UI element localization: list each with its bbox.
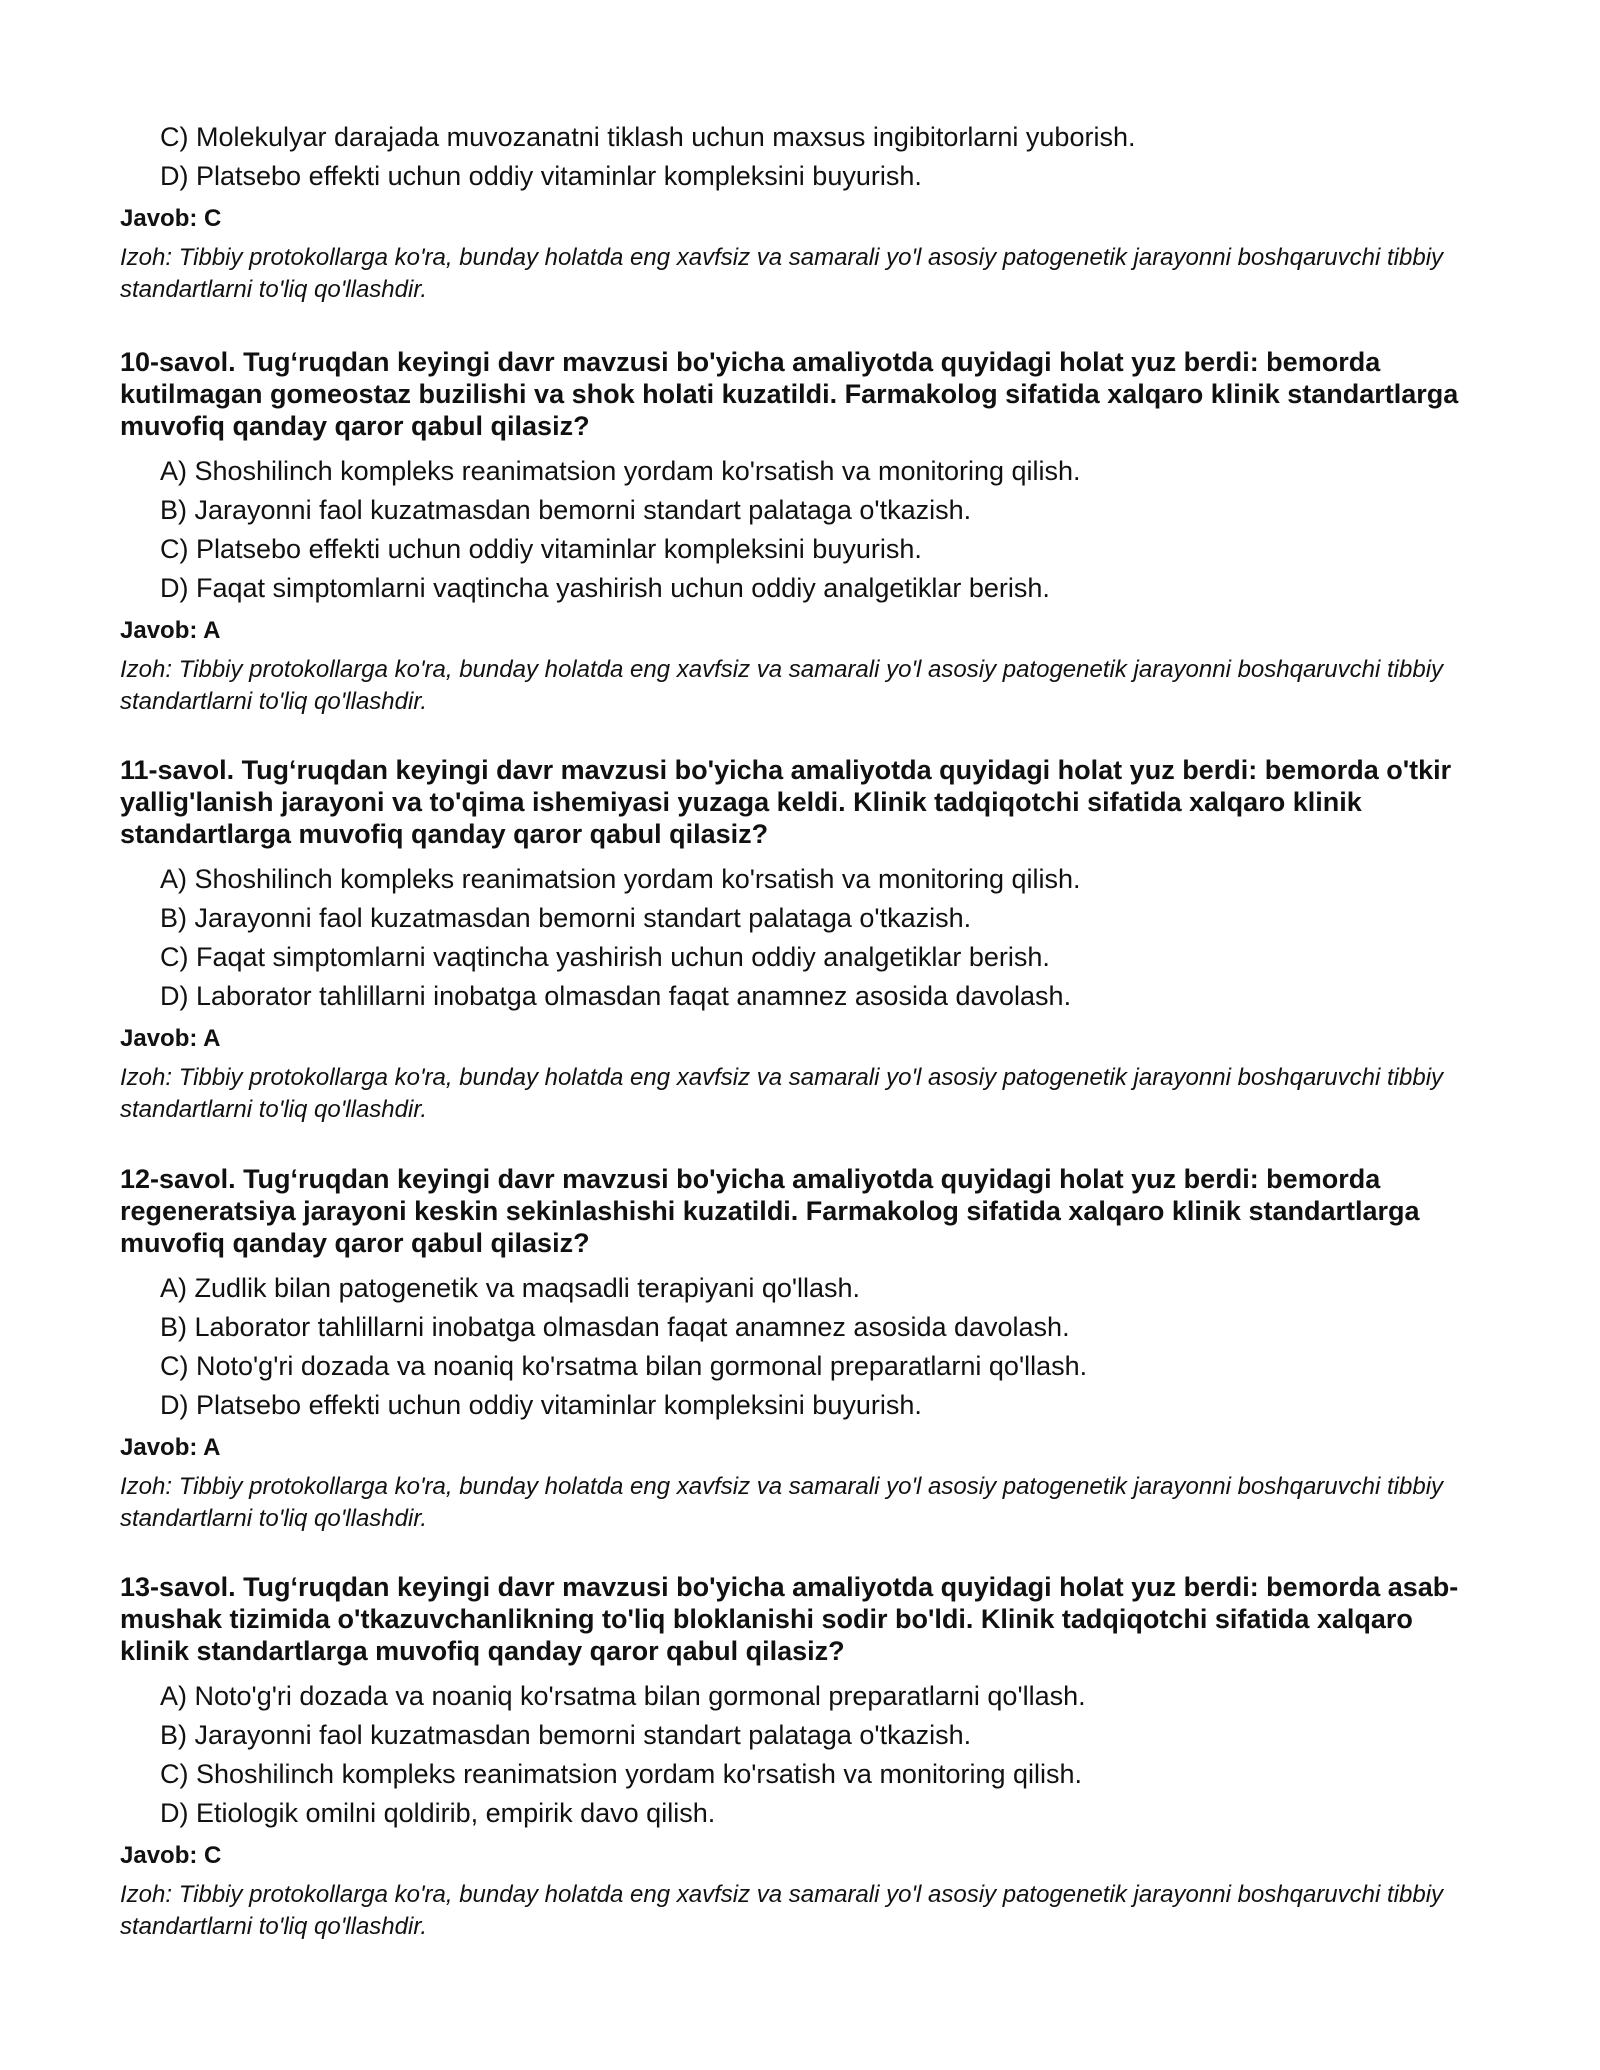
question-12 bbox=[120, 1163, 1480, 1535]
question-title: 13-savol. Tug‘ruqdan keyingi davr mavzusi bo'yicha amaliyotda quyidagi holat yuz berdi: bemorda asab-mushak tizimida o'tkazuvchanlikning to'liq bloklanishi sodir bo'ldi. Klinik tadqiqotchi sifatida xalqaro klinik standartlarga muvofiq qanday qaror qabul qilasiz? bbox=[120, 1572, 1459, 1666]
question-9-continuation bbox=[120, 118, 1480, 306]
option-d: D) Laborator tahlillarni inobatga olmasdan faqat anamnez asosida davolash. bbox=[160, 981, 1072, 1011]
explanation-note: Izoh: Tibbiy protokollarga ko'ra, bunday holatda eng xavfsiz va samarali yo'l asosiy patogenetik jarayonni boshqaruvchi tibbiy standartlarni to'liq qo'llashdir. bbox=[120, 1064, 1444, 1123]
option-c: C) Platsebo effekti uchun oddiy vitaminlar kompleksini buyurish. bbox=[160, 534, 922, 564]
answer-label: Javob: C bbox=[120, 1842, 222, 1869]
option-list bbox=[120, 118, 1480, 196]
option-d: D) Etiologik omilni qoldirib, empirik davo qilish. bbox=[160, 1798, 716, 1828]
explanation-note: Izoh: Tibbiy protokollarga ko'ra, bunday holatda eng xavfsiz va samarali yo'l asosiy patogenetik jarayonni boshqaruvchi tibbiy standartlarni to'liq qo'llashdir. bbox=[120, 656, 1444, 715]
option-b: B) Jarayonni faol kuzatmasdan bemorni standart palataga o'tkazish. bbox=[160, 903, 972, 933]
option-c: C) Shoshilinch kompleks reanimatsion yordam ko'rsatish va monitoring qilish. bbox=[160, 1759, 1083, 1789]
question-13 bbox=[120, 1571, 1480, 1943]
question-11 bbox=[120, 754, 1480, 1126]
option-list bbox=[120, 452, 1480, 608]
explanation-note: Izoh: Tibbiy protokollarga ko'ra, bunday holatda eng xavfsiz va samarali yo'l asosiy patogenetik jarayonni boshqaruvchi tibbiy standartlarni to'liq qo'llashdir. bbox=[120, 1473, 1444, 1532]
option-c: C) Noto'g'ri dozada va noaniq ko'rsatma bilan gormonal preparatlarni qo'llash. bbox=[160, 1351, 1088, 1381]
option-list bbox=[120, 1677, 1480, 1833]
option-a: A) Shoshilinch kompleks reanimatsion yordam ko'rsatish va monitoring qilish. bbox=[160, 456, 1081, 486]
option-a: A) Shoshilinch kompleks reanimatsion yordam ko'rsatish va monitoring qilish. bbox=[160, 864, 1081, 894]
question-title: 11-savol. Tug‘ruqdan keyingi davr mavzusi bo'yicha amaliyotda quyidagi holat yuz berdi: bemorda o'tkir yallig'lanish jarayoni va to'qima ishemiyasi yuzaga keldi. Klinik tadqiqotchi sifatida xalqaro klinik standartlarga muvofiq qanday qaror qabul qilasiz? bbox=[120, 755, 1452, 849]
option-b: B) Laborator tahlillarni inobatga olmasdan faqat anamnez asosida davolash. bbox=[160, 1312, 1070, 1342]
option-c: C) Faqat simptomlarni vaqtincha yashirish uchun oddiy analgetiklar berish. bbox=[160, 942, 1050, 972]
explanation-note: Izoh: Tibbiy protokollarga ko'ra, bunday holatda eng xavfsiz va samarali yo'l asosiy patogenetik jarayonni boshqaruvchi tibbiy standartlarni to'liq qo'llashdir. bbox=[120, 244, 1444, 303]
option-d: D) Platsebo effekti uchun oddiy vitaminlar kompleksini buyurish. bbox=[160, 1390, 922, 1420]
question-10 bbox=[120, 346, 1480, 718]
answer-label: Javob: A bbox=[120, 1025, 221, 1052]
option-b: B) Jarayonni faol kuzatmasdan bemorni standart palataga o'tkazish. bbox=[160, 495, 972, 525]
option-list bbox=[120, 860, 1480, 1016]
answer-label: Javob: A bbox=[120, 617, 221, 644]
question-title: 12-savol. Tug‘ruqdan keyingi davr mavzusi bo'yicha amaliyotda quyidagi holat yuz berdi: bemorda regeneratsiya jarayoni keskin sekinlashishi kuzatildi. Farmakolog sifatida xalqaro klinik standartlarga muvofiq qanday qaror qabul qilasiz? bbox=[120, 1164, 1420, 1258]
answer-label: Javob: A bbox=[120, 1434, 221, 1461]
question-title: 10-savol. Tug‘ruqdan keyingi davr mavzusi bo'yicha amaliyotda quyidagi holat yuz berdi: bemorda kutilmagan gomeostaz buzilishi va shok holati kuzatildi. Farmakolog sifatida xalqaro klinik standartlarga muvofiq qanday qaror qabul qilasiz? bbox=[120, 347, 1459, 441]
option-a: A) Zudlik bilan patogenetik va maqsadli terapiyani qo'llash. bbox=[160, 1273, 861, 1303]
option-d: D) Faqat simptomlarni vaqtincha yashirish uchun oddiy analgetiklar berish. bbox=[160, 573, 1050, 603]
option-b: B) Jarayonni faol kuzatmasdan bemorni standart palataga o'tkazish. bbox=[160, 1720, 972, 1750]
option-c: C) Molekulyar darajada muvozanatni tiklash uchun maxsus ingibitorlarni yuborish. bbox=[160, 122, 1136, 152]
answer-label: Javob: C bbox=[120, 205, 222, 232]
option-list bbox=[120, 1269, 1480, 1425]
option-d: D) Platsebo effekti uchun oddiy vitaminlar kompleksini buyurish. bbox=[160, 161, 922, 191]
explanation-note: Izoh: Tibbiy protokollarga ko'ra, bunday holatda eng xavfsiz va samarali yo'l asosiy patogenetik jarayonni boshqaruvchi tibbiy standartlarni to'liq qo'llashdir. bbox=[120, 1881, 1444, 1940]
option-a: A) Noto'g'ri dozada va noaniq ko'rsatma bilan gormonal preparatlarni qo'llash. bbox=[160, 1681, 1086, 1711]
